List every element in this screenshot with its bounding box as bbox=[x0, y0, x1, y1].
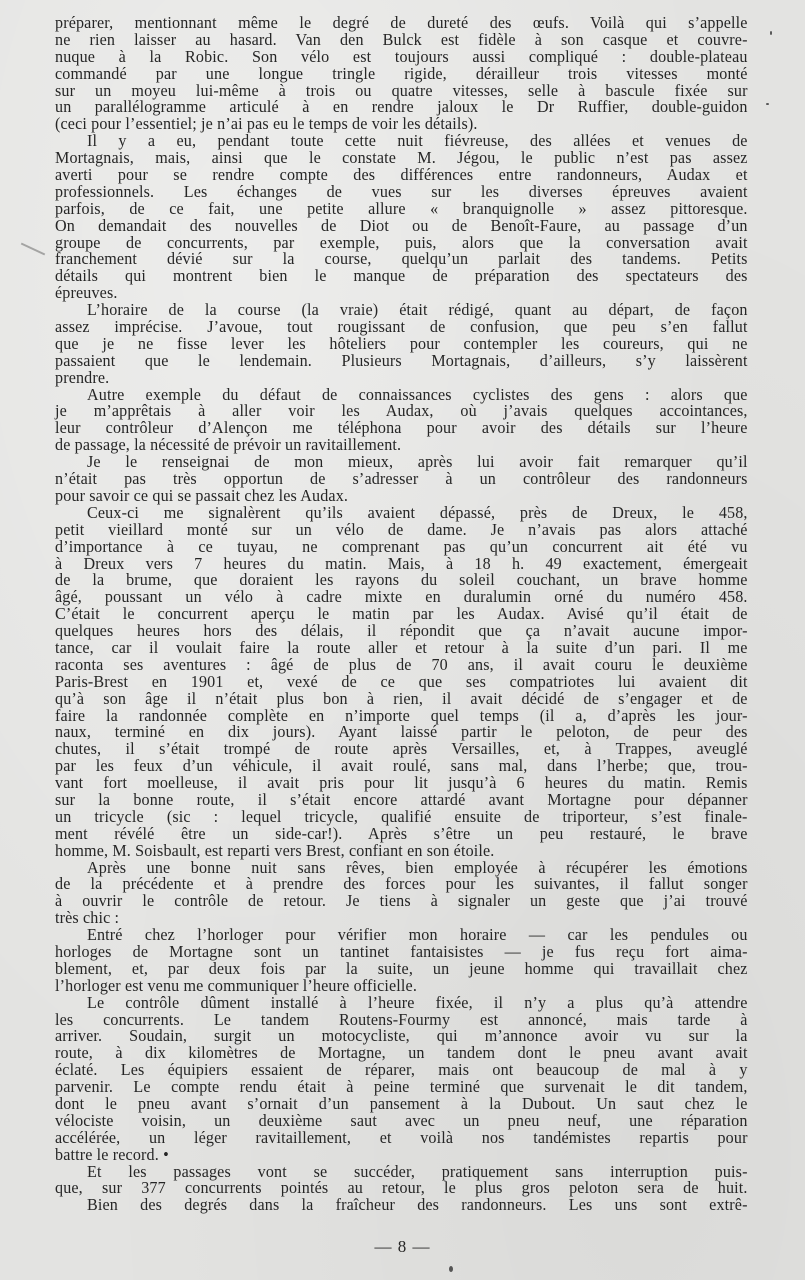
text-line: averti pour se rendre compte des différences entre randonneurs, Audax et bbox=[55, 165, 748, 185]
text-line: Bien des degrés dans la fraîcheur des randonneurs. Les uns sont extrê- bbox=[87, 1195, 748, 1215]
text-line: passaient que le lendemain. Plusieurs Mortagnais, d’ailleurs, s’y laissèrent bbox=[55, 350, 748, 370]
text-line: L’horaire de la course (la vraie) était rédigé, quant au départ, de façon bbox=[87, 300, 748, 320]
text-line: éclaté. Les équipiers essaient de réparer, mais ont beaucoup de mal à y bbox=[55, 1060, 748, 1080]
text-line: un tricycle (sic : lequel tricycle, qualifié ensuite de triporteur, s’est finale- bbox=[55, 806, 748, 826]
text-line: Autre exemple du défaut de connaissances cyclistes des gens : alors que bbox=[87, 384, 748, 404]
text-line: les concurrents. Le tandem Routens-Fourmy est annoncé, mais tarde à bbox=[55, 1009, 748, 1029]
text-line: très chic : bbox=[55, 908, 120, 928]
text-line: âgé, poussant un vélo à cadre mixte en duralumin orné du numéro 458. bbox=[55, 587, 748, 607]
text-line: horloges de Mortagne sont un tantinet fantaisistes — je fus reçu fort aima- bbox=[55, 941, 748, 961]
text-line: assez imprécise. J’avoue, tout rougissant de confusion, que peu s’en fallut bbox=[55, 317, 748, 337]
text-line: franchement dévié sur la course, quelqu’un parlait des tandems. Petits bbox=[55, 249, 748, 269]
text-line: à Dreux vers 7 heures du matin. Mais, à 18 h. 49 exactement, émergeait bbox=[55, 553, 748, 573]
text-line: Entré chez l’horloger pour vérifier mon horaire — car les pendules ou bbox=[87, 925, 748, 945]
text-line: groupe de concurrents, par exemple, puis, alors que la conversation avait bbox=[55, 232, 748, 252]
text-line: Après une bonne nuit sans rêves, bien employée à récupérer les émotions bbox=[87, 857, 748, 877]
scan-mark bbox=[21, 243, 45, 256]
text-line: professionnels. Les échanges de vues sur les diverses épreuves avaient bbox=[55, 181, 748, 201]
page-number: — 8 — bbox=[374, 1237, 431, 1256]
text-line: que, sur 377 concurrents pointés au retour, le plus gros peloton sera de huit. bbox=[55, 1178, 748, 1198]
text-line: sur un moyeu lui-même à trois ou quatre vitesses, selle à bascule fixée sur bbox=[55, 80, 748, 100]
ink-speck bbox=[766, 103, 769, 105]
text-line: homme, M. Soisbault, est reparti vers Brest, confiant en son étoile. bbox=[55, 840, 495, 860]
text-line: que je ne fisse lever les hôteliers pour contempler les coureurs, qui ne bbox=[55, 333, 748, 353]
text-line: accélérée, un léger ravitaillement, et voilà nos tandémistes repartis pour bbox=[55, 1127, 748, 1147]
text-line: raconta ses aventures : âgé de plus de 70 ans, il avait couru le deuxième bbox=[55, 654, 748, 674]
text-line: à ouvrir le contrôle de retour. Je tiens à signaler un geste que j’ai trouvé bbox=[55, 891, 748, 911]
text-line: dont le pneu avant s’ornait d’un pansement à la Dubout. Un saut chez le bbox=[55, 1094, 748, 1113]
text-line: de la précédente et à prendre des forces pour les suivantes, il fallut songer bbox=[55, 874, 748, 894]
text-line: préparer, mentionnant même le degré de dureté des œufs. Voilà qui s’appelle bbox=[55, 13, 748, 32]
text-line: un parallélogramme articulé à en rendre jaloux le Dr Ruffier, double-guidon bbox=[55, 97, 748, 117]
text-line: Le contrôle dûment installé à l’heure fixée, il n’y a plus qu’à attendre bbox=[87, 992, 748, 1012]
text-line: naux, terminé en dix jours). Ayant laissé partir le peloton, de peur des bbox=[55, 722, 748, 742]
text-line: Ceux-ci me signalèrent qu’ils avaient dépassé, près de Dreux, le 458, bbox=[87, 502, 748, 522]
text-line: parvenir. Le compte rendu était à peine terminé que survenait le dit tandem, bbox=[55, 1077, 748, 1097]
text-line: ne rien laisser au hasard. Van den Bulck est fidèle à son casque et couvre- bbox=[55, 29, 748, 49]
text-line: de la brume, que doraient les rayons du soleil couchant, un brave homme bbox=[55, 570, 748, 590]
text-line: leur contrôleur d’Alençon me téléphona pour avoir des détails sur l’heure bbox=[55, 418, 748, 438]
text-line: commandé par une longue tringle rigide, dérailleur trois vitesses monté bbox=[55, 63, 748, 83]
text-line: quelques heures hors des délais, il répondit que ça n’avait aucune impor- bbox=[55, 621, 748, 641]
text-line: faire la randonnée complète en n’importe quel temps (il a, d’après les jour- bbox=[55, 705, 748, 725]
text-line: Mortagnais, mais, ainsi que le constate M. Jégou, le public n’est pas assez bbox=[55, 148, 748, 168]
body-text bbox=[55, 15, 748, 1214]
text-line: je m’apprêtais à aller voir les Audax, où j’avais quelques accointances, bbox=[55, 401, 748, 421]
text-line: l’horloger est venu me communiquer l’heure officielle. bbox=[55, 975, 417, 995]
text-line: vant fort moelleuse, il avait pris pour lit jusqu’à 6 heures du matin. Remis bbox=[55, 773, 748, 793]
text-line: parfois, de ce fait, une petite allure « branquignolle » assez pittoresque. bbox=[55, 198, 748, 218]
text-line: n’était pas très opportun de s’adresser à un contrôleur des randonneurs bbox=[55, 469, 748, 489]
text-line: Paris-Brest en 1901 et, vexé de ce que ses compatriotes lui avaient dit bbox=[55, 671, 748, 691]
text-line: qu’à son âge il n’était plus bon à rien, il avait décidé de s’engager et de bbox=[55, 688, 748, 708]
text-line: épreuves. bbox=[55, 283, 118, 303]
text-line: Et les passages vont se succéder, pratiquement sans interruption puis- bbox=[87, 1161, 748, 1181]
text-line: d’importance à ce tuyau, ne comprenant pas qu’un concurrent ait été vu bbox=[55, 536, 748, 556]
text-line: prendre. bbox=[55, 367, 110, 387]
text-line: On demandait des nouvelles de Diot ou de Benoît-Faure, au passage d’un bbox=[55, 215, 748, 235]
text-line: C’était le concurrent aperçu le matin par les Audax. Avisé qu’il était de bbox=[55, 604, 748, 624]
ink-speck bbox=[770, 31, 772, 35]
text-line: battre le record. • bbox=[55, 1144, 169, 1164]
text-line: (ceci pour l’essentiel; je n’ai pas eu le temps de voir les détails). bbox=[55, 114, 478, 134]
text-line: Je le renseignai de mon mieux, après lui avoir fait remarquer qu’il bbox=[87, 452, 748, 472]
text-line: blement, et, par deux fois par la suite, un jeune homme qui travaillait chez bbox=[55, 958, 748, 978]
text-line: tance, car il voulait faire la route aller et retour à la suite d’un pari. Il me bbox=[55, 637, 748, 657]
text-line: sur la bonne route, il s’était encore attardé avant Mortagne pour dépanner bbox=[55, 789, 748, 809]
text-line: détails qui montrent bien le manque de préparation des spectateurs des bbox=[55, 266, 748, 286]
text-line: vélociste voisin, un deuxième saut avec un pneu neuf, une réparation bbox=[55, 1110, 748, 1130]
text-line: de passage, la nécessité de prévoir un ravitaillement. bbox=[55, 435, 402, 455]
text-line: chutes, il s’était trompé de route après Versailles, et, à Trappes, aveuglé bbox=[55, 739, 748, 759]
text-line: pour savoir ce qui se passait chez les Audax. bbox=[55, 485, 349, 505]
text-line: nuque à la Robic. Son vélo est toujours aussi compliqué : double-plateau bbox=[55, 46, 748, 66]
text-line: petit vieillard monté sur un vélo de dame. Je n’avais pas alors attaché bbox=[55, 519, 748, 539]
text-line: par les feux d’un véhicule, il avait roulé, sans mal, dans l’herbe; que, trou- bbox=[55, 756, 748, 776]
ink-speck bbox=[449, 1266, 453, 1272]
text-line: ment révélé être un side-car!). Après s’être un peu restauré, le brave bbox=[55, 823, 748, 843]
text-line: arriver. Soudain, surgit un motocycliste, qui m’annonce avoir vu sur la bbox=[55, 1026, 748, 1046]
text-line: route, à dix kilomètres de Mortagne, un tandem dont le pneu avant avait bbox=[55, 1043, 748, 1063]
text-line: Il y a eu, pendant toute cette nuit fiévreuse, des allées et venues de bbox=[87, 131, 748, 151]
